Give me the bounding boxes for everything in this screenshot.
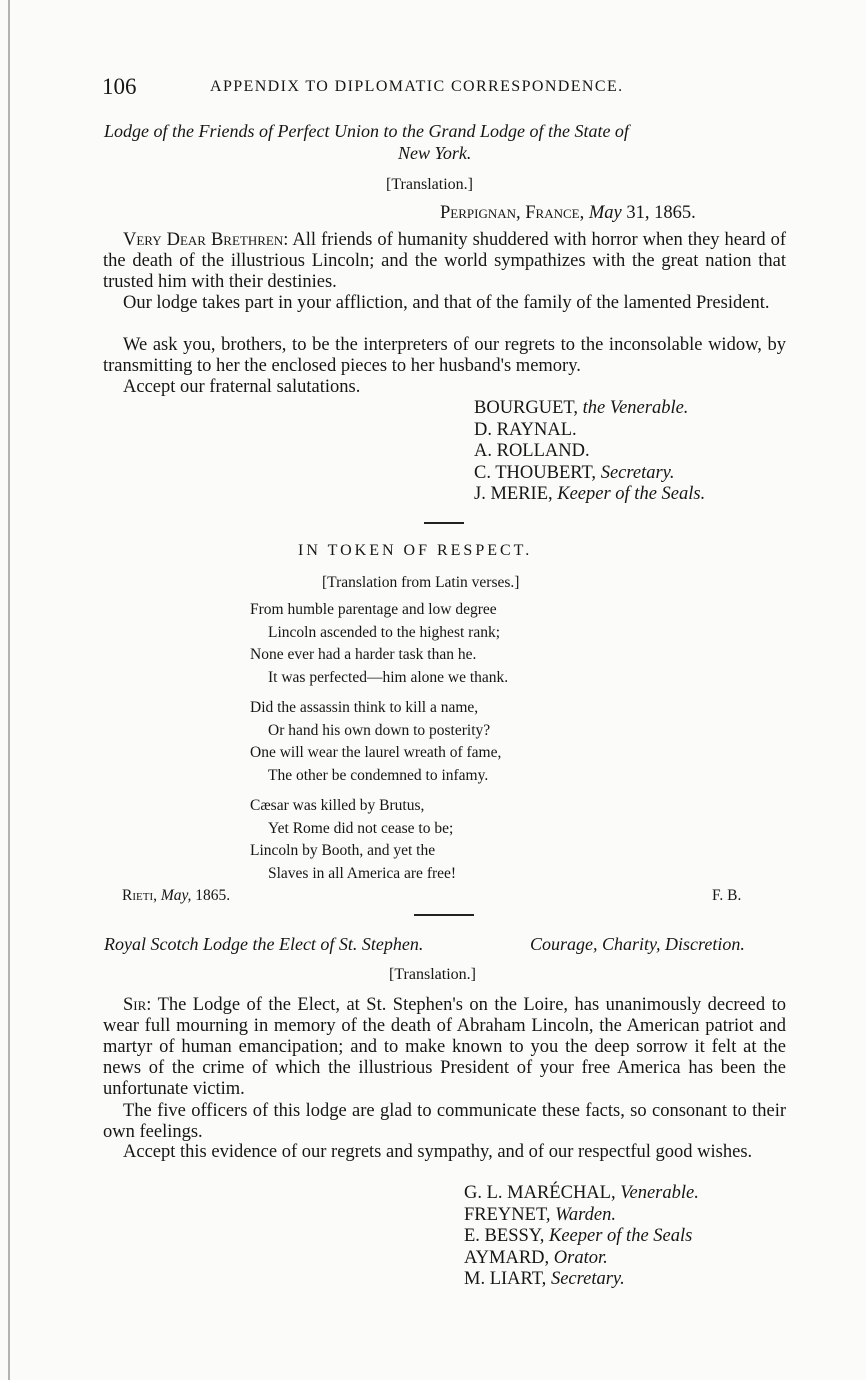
signature-title: Warden. [555,1204,616,1225]
dateline-month: May [588,203,622,223]
signature-line [474,420,705,442]
letter1-salutation: Very Dear Brethren: [123,230,289,250]
verse-line: Lincoln by Booth, and yet the [250,842,436,859]
poem-title: IN TOKEN OF RESPECT. [298,542,533,559]
letter2-heading: Royal Scotch Lodge the Elect of St. Stephen. [104,934,424,954]
poem-month: May, [160,887,192,904]
letter1-paragraph-4 [103,377,786,398]
signature-title: Orator. [553,1247,608,1268]
letter2-text-1: The Lodge of the Elect, at St. Stephen's on the Loire, has unanimously decreed to wear full mourning in memory of the death of Abraham Lincoln, the American patriot and martyr of human emancipation; and to make known to you the deep sorrow it felt at the news of the crime of which the illustrious President of your free America has been the unfortunate victim. [103,995,786,1099]
verse-line: From humble parentage and low degree [250,601,497,618]
dateline-place: Perpignan, France, [440,203,585,223]
signature-name: C. THOUBERT, [474,462,597,483]
letter2-motto: Courage, Charity, Discretion. [530,934,745,954]
section-divider [424,522,464,524]
signature-title: Secretary. [550,1269,625,1289]
verse-line: Or hand his own down to posterity? [268,721,491,739]
signature-title: the Venerable. [582,398,689,418]
signature-name: M. LIART, [464,1269,547,1289]
verse-line: It was perfected—him alone we thank. [268,668,509,686]
letter2-signatures [464,1183,699,1291]
poem-stanza-3 [250,795,456,885]
poem-stanza-1 [250,599,508,689]
letter1-paragraph-1 [103,230,786,293]
signature-name: AYMARD, [464,1247,550,1268]
poem-stanza-2 [250,697,501,787]
poem-place: Rieti, [122,887,157,904]
letter2-translation-note: [Translation.] [389,966,476,983]
verse-line: Did the assassin think to kill a name, [250,699,479,716]
letter1-heading-line1: Lodge of the Friends of Perfect Union to the Grand Lodge of the State of [104,121,629,141]
letter1-text-3: We ask you, brothers, to be the interpreters of our regrets to the inconsolable widow, by transmitting to her the enclosed pieces to her husband's memory. [103,335,786,376]
letter1-text-4: Accept our fraternal salutations. [123,377,361,397]
section-divider [414,914,474,916]
letter1-signatures [474,398,705,506]
letter1-paragraph-2 [103,293,786,314]
signature-title: Keeper of the Seals [549,1226,693,1246]
letter2-paragraph-2 [103,1101,786,1143]
letter1-dateline [440,203,696,224]
poem-year: 1865. [195,887,231,904]
letter2-salutation: Sir: [123,995,152,1015]
signature-name: FREYNET, [464,1204,551,1225]
signature-name: BOURGUET, [474,398,578,418]
letter2-text-3: Accept this evidence of our regrets and sympathy, and of our respectful good wishes. [123,1142,753,1162]
letter2-paragraph-3 [103,1142,786,1163]
verse-line: The other be condemned to infamy. [268,766,489,784]
poem-initials: F. B. [712,887,742,904]
verse-line: Lincoln ascended to the highest rank; [268,623,501,641]
letter1-translation-note: [Translation.] [386,176,473,193]
signature-title: Secretary. [600,462,675,483]
dateline-rest: 31, 1865. [626,203,696,223]
signature-line [464,1226,699,1248]
letter1-paragraph-3 [103,335,786,377]
signature-line [464,1183,699,1205]
verse-line: One will wear the laurel wreath of fame, [250,744,502,761]
running-head: APPENDIX TO DIPLOMATIC CORRESPONDENCE. [210,78,624,95]
signature-name: G. L. MARÉCHAL, [464,1183,616,1203]
signature-line [474,441,705,463]
verse-line: Yet Rome did not cease to be; [268,819,454,837]
page-edge [8,0,10,1380]
signature-line [464,1269,699,1291]
signature-name: D. RAYNAL. [474,419,577,440]
signature-title: Keeper of the Seals. [557,484,706,504]
signature-line [474,398,705,420]
letter1-text-2: Our lodge takes part in your affliction, and that of the family of the lamented President. [123,293,770,313]
letter2-text-2: The five officers of this lodge are glad to communicate these facts, so consonant to their own feelings. [103,1101,786,1142]
signature-name: A. ROLLAND. [474,441,590,461]
signature-line [464,1248,699,1270]
signature-name: E. BESSY, [464,1226,545,1246]
signature-line [464,1205,699,1227]
letter1-heading-line2: New York. [398,143,472,163]
signature-line [474,484,705,506]
signature-title: Venerable. [620,1183,699,1203]
verse-line: None ever had a harder task than he. [250,646,477,663]
page-number: 106 [102,74,137,99]
verse-line: Cæsar was killed by Brutus, [250,797,425,814]
signature-name: J. MERIE, [474,484,553,504]
verse-line: Slaves in all America are free! [268,864,457,882]
poem-dateline [122,887,230,905]
letter1-text-1: All friends of humanity shuddered with horror when they heard of the death of the illustrious Lincoln; and the world sympathizes with the great nation that trusted him with their destinies. [103,230,787,292]
poem-translation-note: [Translation from Latin verses.] [322,574,520,591]
signature-line [474,463,705,485]
letter2-paragraph-1 [103,995,786,1100]
